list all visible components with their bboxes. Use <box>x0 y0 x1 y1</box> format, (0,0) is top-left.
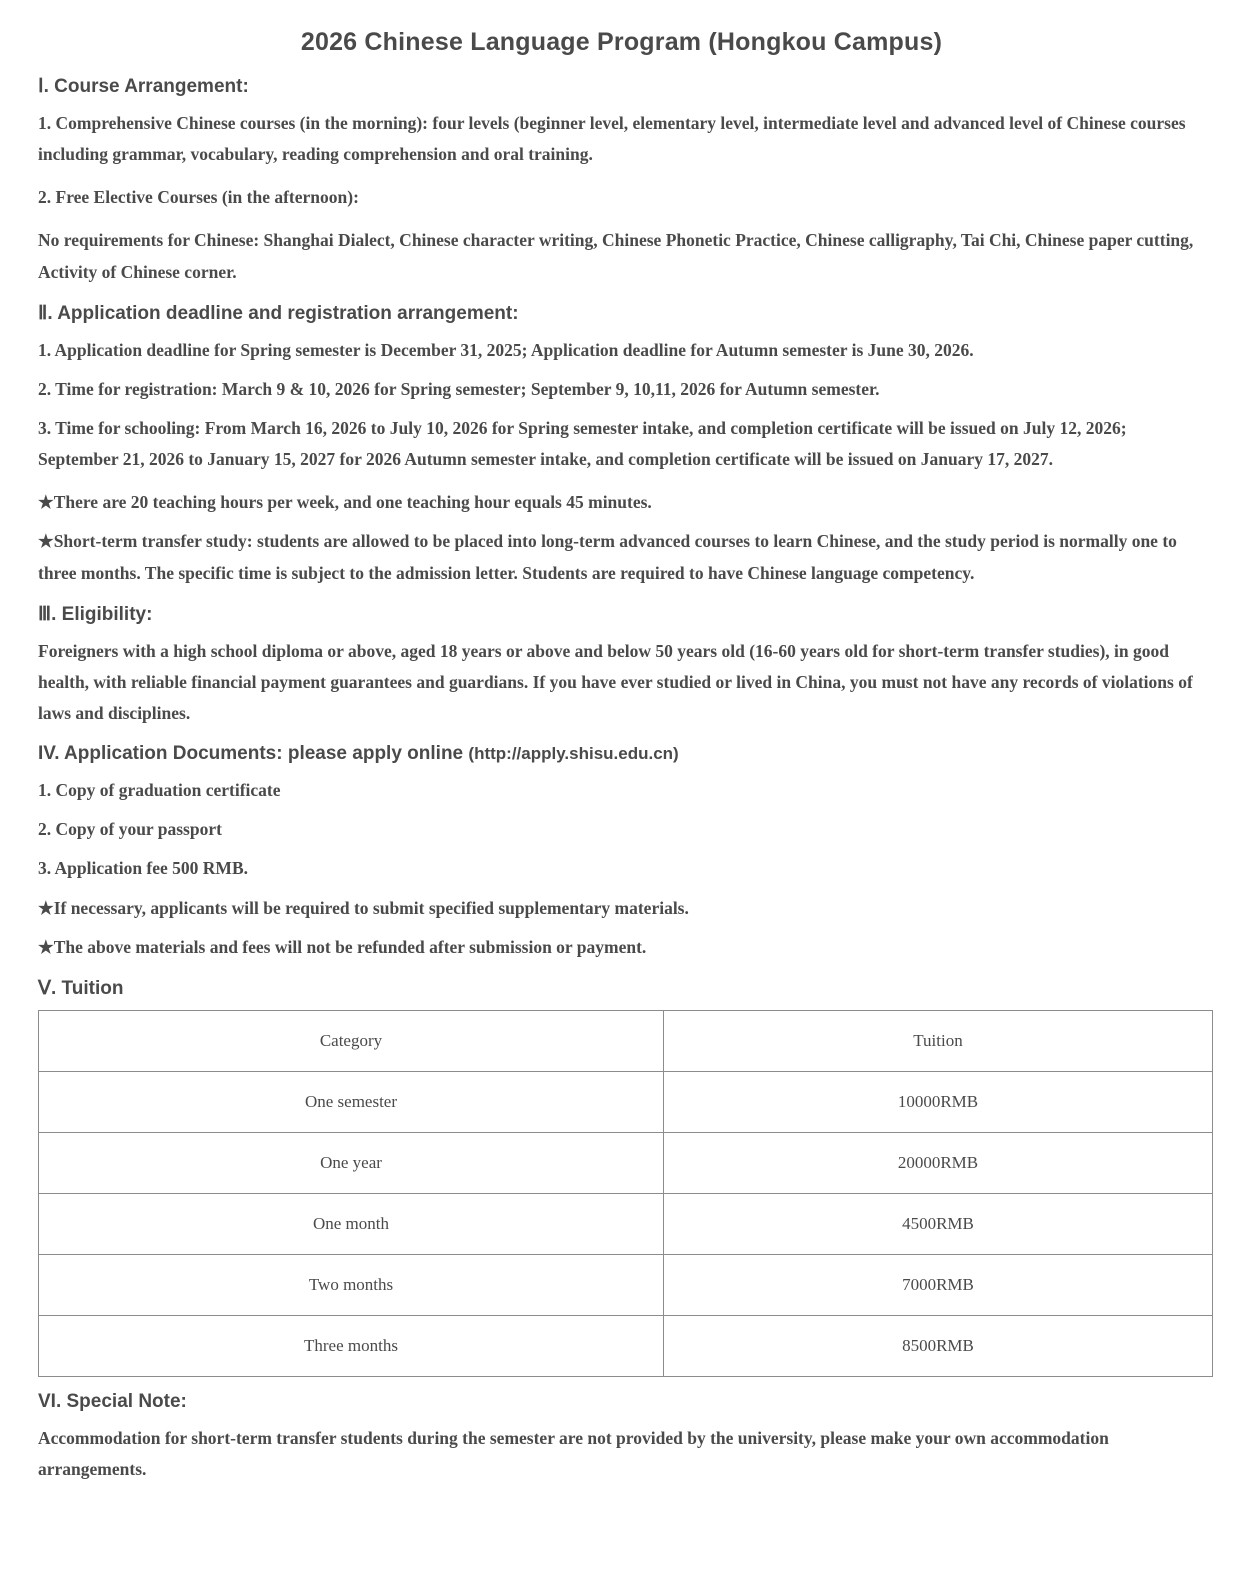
section-heading-application-deadline: Ⅱ. Application deadline and registration arrangement: <box>38 302 519 324</box>
page-title: 2026 Chinese Language Program (Hongkou Campus) <box>300 28 943 56</box>
section-heading-eligibility: Ⅲ. Eligibility: <box>38 603 153 625</box>
application-deadline-item: 1. Application deadline for Spring semester is December 31, 2025; Application deadline for Autumn semester is June 30, 2026. <box>38 339 974 360</box>
table-cell-category: Two months <box>39 1254 664 1315</box>
application-documents-note: ★If necessary, applicants will be required to submit specified supplementary materials. <box>38 897 689 918</box>
table-header-cell: Category <box>39 1010 664 1071</box>
table-cell-category: Three months <box>39 1315 664 1376</box>
application-documents-item: 1. Copy of graduation certificate <box>38 780 281 801</box>
table-cell-tuition: 10000RMB <box>664 1071 1213 1132</box>
course-arrangement-item: 2. Free Elective Courses (in the afternoon): <box>38 187 359 208</box>
application-documents-heading-main: IV. Application Documents: please apply online <box>38 743 469 765</box>
course-arrangement-item: 1. Comprehensive Chinese courses (in the morning): four levels (beginner level, elementary level, intermediate level and advanced level of Chinese courses including grammar, vocabulary, reading comprehension and oral training. <box>38 113 1186 165</box>
application-documents-item: 3. Application fee 500 RMB. <box>38 858 248 879</box>
table-header-row <box>39 1010 1213 1071</box>
special-note-text: Accommodation for short-term transfer students during the semester are not provided by the university, please make your own accommodation arrangements. <box>38 1427 1109 1479</box>
table-row <box>39 1254 1213 1315</box>
application-documents-note: ★The above materials and fees will not be refunded after submission or payment. <box>38 936 647 957</box>
section-heading-application-documents <box>38 743 1205 765</box>
table-cell-category: One year <box>39 1132 664 1193</box>
application-deadline-item: 2. Time for registration: March 9 & 10, 2026 for Spring semester; September 9, 10,11, 2026 for Autumn semester. <box>38 378 880 399</box>
table-cell-category: One month <box>39 1193 664 1254</box>
application-deadline-note: ★There are 20 teaching hours per week, and one teaching hour equals 45 minutes. <box>38 492 652 513</box>
section-heading-course-arrangement: Ⅰ. Course Arrangement: <box>38 76 249 97</box>
course-arrangement-item: No requirements for Chinese: Shanghai Dialect, Chinese character writing, Chinese Phonetic Practice, Chinese calligraphy, Tai Chi, Chinese paper cutting, Activity of Chinese corner. <box>38 230 1194 282</box>
table-header-cell: Tuition <box>664 1010 1213 1071</box>
table-cell-tuition: 20000RMB <box>664 1132 1213 1193</box>
table-cell-tuition: 8500RMB <box>664 1315 1213 1376</box>
table-row <box>39 1132 1213 1193</box>
section-heading-special-note: VI. Special Note: <box>38 1390 187 1412</box>
application-documents-item: 2. Copy of your passport <box>38 819 222 840</box>
table-cell-tuition: 4500RMB <box>664 1193 1213 1254</box>
application-deadline-item: 3. Time for schooling: From March 16, 2026 to July 10, 2026 for Spring semester intake, and completion certificate will be issued on July 12, 2026; September 21, 2026 to January 15, 2027 for 2026 Autumn semester intake, and completion certificate will be issued on January 17, 2027. <box>38 417 1127 470</box>
table-row <box>39 1071 1213 1132</box>
table-cell-tuition: 7000RMB <box>664 1254 1213 1315</box>
tuition-table <box>38 1010 1213 1377</box>
table-row <box>39 1315 1213 1376</box>
table-row <box>39 1193 1213 1254</box>
table-cell-category: One semester <box>39 1071 664 1132</box>
application-documents-url[interactable]: (http://apply.shisu.edu.cn) <box>468 744 679 764</box>
section-heading-tuition: Ⅴ. Tuition <box>38 977 124 999</box>
application-deadline-note: ★Short-term transfer study: students are allowed to be placed into long-term advanced courses to learn Chinese, and the study period is normally one to three months. The specific time is subject to the admission letter. Students are required to have Chinese language competency. <box>38 531 1177 583</box>
eligibility-text: Foreigners with a high school diploma or above, aged 18 years or above and below 50 years old (16-60 years old for short-term transfer studies), in good health, with reliable financial payment guarantees and guardians. If you have ever studied or lived in China, you must not have any records of violations of laws and disciplines. <box>38 640 1193 723</box>
